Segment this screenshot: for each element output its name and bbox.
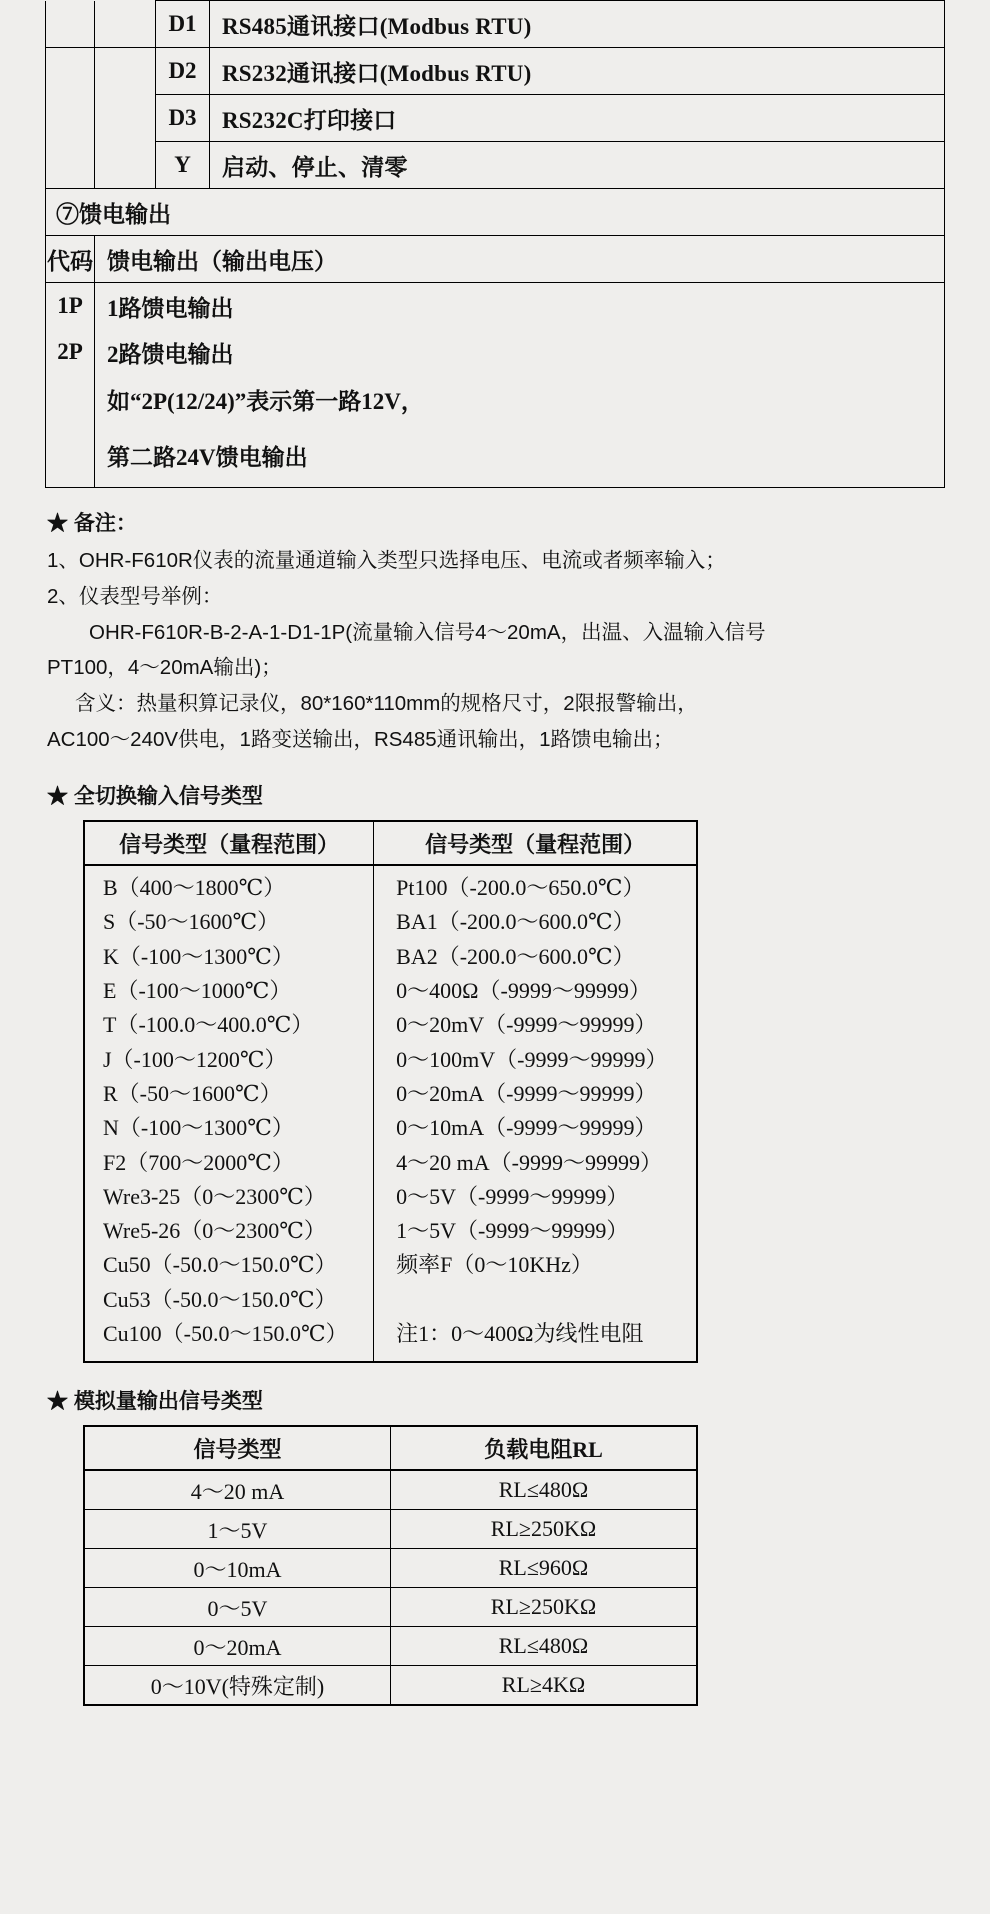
- list-item: T（-100.0～400.0℃）: [103, 1012, 314, 1038]
- list-item: BA2（-200.0～600.0℃）: [396, 943, 635, 969]
- analog-output-table: [83, 1425, 698, 1706]
- analog-load: RL≤960Ω: [391, 1549, 698, 1588]
- section-title-feed-output: ⑦馈电输出: [46, 189, 945, 236]
- list-item: 0～400Ω（-9999～99999）: [396, 977, 651, 1003]
- model-code-table: [45, 0, 945, 488]
- list-item: Cu100（-50.0～150.0℃）: [103, 1321, 348, 1347]
- remarks-block: [45, 506, 945, 758]
- table-row: [84, 1510, 697, 1549]
- comm-desc: RS232通讯接口(Modbus RTU): [210, 48, 945, 95]
- spacer-cell-a: [46, 48, 95, 95]
- list-item: R（-50～1600℃）: [103, 1080, 282, 1106]
- analog-signal: 1～5V: [84, 1510, 391, 1549]
- column-header-load-resistance: 负载电阻RL: [391, 1426, 698, 1470]
- list-item: 4～20 mA（-9999～99999）: [396, 1149, 662, 1175]
- table-row: [84, 865, 697, 1362]
- remarks-line-1: 1、OHR-F610R仪表的流量通道输入类型只选择电压、电流或者频率输入；: [47, 548, 726, 572]
- table-row: [84, 1627, 697, 1666]
- spacer-cell-a: [46, 1, 95, 48]
- feed-code: 1P: [46, 283, 95, 330]
- table-header-row: [84, 1426, 697, 1470]
- table-row: [46, 1, 945, 48]
- list-item: K（-100～1300℃）: [103, 943, 294, 969]
- list-item: 0～100mV（-9999～99999）: [396, 1046, 668, 1072]
- list-item-note: 注1：0～400Ω为线性电阻: [396, 1321, 644, 1347]
- signal-left-column: [84, 865, 374, 1362]
- list-item: N（-100～1300℃）: [103, 1115, 294, 1141]
- list-item: E（-100～1000℃）: [103, 977, 292, 1003]
- table-row: [46, 142, 945, 189]
- list-item: 0～20mV（-9999～99999）: [396, 1012, 657, 1038]
- comm-code: D1: [156, 1, 210, 48]
- analog-signal: 0～5V: [84, 1588, 391, 1627]
- signal-right-column: [374, 865, 697, 1362]
- signal-left-list: [85, 871, 373, 1351]
- remarks-line-6: AC100～240V供电，1路变送输出，RS485通讯输出，1路馈电输出；: [47, 728, 674, 752]
- feed-code: 2P: [46, 329, 95, 375]
- list-item: Wre5-26（0～2300℃）: [103, 1218, 326, 1244]
- input-signal-type-table: [83, 820, 698, 1363]
- table-row: [46, 48, 945, 95]
- comm-code: Y: [156, 142, 210, 189]
- remarks-line-2: 2、仪表型号举例：: [47, 584, 223, 608]
- column-header-desc: 馈电输出（输出电压）: [95, 236, 945, 283]
- analog-load: RL≥4KΩ: [391, 1666, 698, 1706]
- spacer-cell-b: [95, 1, 156, 48]
- remarks-line-5: 含义：热量积算记录仪，80*160*110mm的规格尺寸，2限报警输出，: [75, 692, 698, 716]
- table-header-row: [46, 236, 945, 283]
- list-item: 0～10mA（-9999～99999）: [396, 1115, 657, 1141]
- table-row: [46, 95, 945, 142]
- comm-code: D2: [156, 48, 210, 95]
- list-item: F2（700～2000℃）: [103, 1149, 294, 1175]
- remarks-line-3: OHR-F610R-B-2-A-1-D1-1P(流量输入信号4～20mA，出温、入温输入信号: [89, 620, 766, 644]
- remarks-line-4: PT100，4～20mA输出)；: [47, 656, 282, 680]
- list-item: Wre3-25（0～2300℃）: [103, 1183, 326, 1209]
- analog-load: RL≥250KΩ: [391, 1510, 698, 1549]
- signal-section-title: ★ 全切换输入信号类型: [47, 785, 263, 808]
- table-row: [46, 431, 945, 488]
- list-item: BA1（-200.0～600.0℃）: [396, 909, 635, 935]
- column-header-signal-type: 信号类型: [84, 1426, 391, 1470]
- analog-load: RL≤480Ω: [391, 1627, 698, 1666]
- column-header-signal-right: 信号类型（量程范围）: [374, 821, 697, 865]
- comm-desc: 启动、停止、清零: [210, 142, 945, 189]
- feed-note-code-blank: [46, 375, 95, 431]
- column-header-signal-left: 信号类型（量程范围）: [84, 821, 374, 865]
- feed-note-line-2: 第二路24V馈电输出: [95, 431, 945, 488]
- table-row: [84, 1588, 697, 1627]
- table-row: [84, 1549, 697, 1588]
- list-item: J（-100～1200℃）: [103, 1046, 287, 1072]
- table-row-section-title: [46, 189, 945, 236]
- feed-desc: 2路馈电输出: [95, 329, 945, 375]
- table-row: [46, 329, 945, 375]
- spacer-cell-b: [95, 142, 156, 189]
- analog-load: RL≥250KΩ: [391, 1588, 698, 1627]
- list-item: Pt100（-200.0～650.0℃）: [396, 875, 645, 900]
- analog-signal: 0～10mA: [84, 1549, 391, 1588]
- table-row: [46, 283, 945, 330]
- spacer-cell-b: [95, 95, 156, 142]
- feed-desc: 1路馈电输出: [95, 283, 945, 330]
- analog-signal: 0～20mA: [84, 1627, 391, 1666]
- list-item: Cu50（-50.0～150.0℃）: [103, 1252, 337, 1278]
- comm-desc: RS232C打印接口: [210, 95, 945, 142]
- remarks-title: ★ 备注：: [47, 512, 137, 535]
- list-item: S（-50～1600℃）: [103, 909, 280, 935]
- list-item: Cu53（-50.0～150.0℃）: [103, 1286, 337, 1312]
- spacer-cell-b: [95, 48, 156, 95]
- analog-signal: 0～10V(特殊定制): [84, 1666, 391, 1706]
- spacer-cell-a: [46, 142, 95, 189]
- table-row: [84, 1666, 697, 1706]
- analog-section-title: ★ 模拟量输出信号类型: [47, 1390, 263, 1414]
- table-row: [46, 375, 945, 431]
- list-item: 1～5V（-9999～99999）: [396, 1218, 629, 1244]
- table-row: [84, 1470, 697, 1510]
- column-header-code: 代码: [46, 236, 95, 283]
- list-item: B（400～1800℃）: [103, 875, 286, 900]
- table-header-row: [84, 821, 697, 865]
- analog-load: RL≤480Ω: [391, 1470, 698, 1510]
- list-item: 0～5V（-9999～99999）: [396, 1183, 629, 1209]
- comm-code: D3: [156, 95, 210, 142]
- feed-note-code-blank: [46, 431, 95, 488]
- feed-note-line-1: 如“2P(12/24)”表示第一路12V，: [95, 375, 945, 431]
- signal-right-list: [374, 871, 696, 1351]
- comm-desc: RS485通讯接口(Modbus RTU): [210, 1, 945, 48]
- list-item: 0～20mA（-9999～99999）: [396, 1080, 657, 1106]
- list-item: 频率F（0～10KHz）: [396, 1252, 593, 1278]
- spacer-cell-a: [46, 95, 95, 142]
- analog-signal: 4～20 mA: [84, 1470, 391, 1510]
